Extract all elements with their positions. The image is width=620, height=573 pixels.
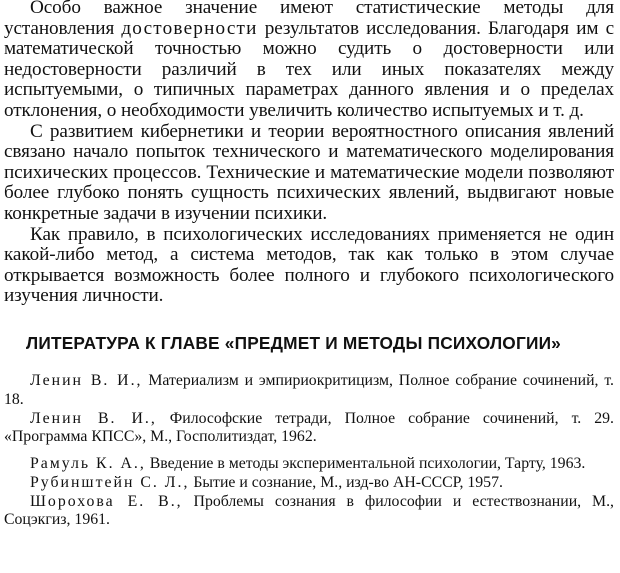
reference-text: Материализм и эмпириокритицизм, Полное собрание сочинений, т. 18. xyxy=(4,371,615,408)
reference-author: Ленин В. И., xyxy=(30,371,143,389)
reference-text: Проблемы сознания в философии и естествознании, М., Соцэкгиз, 1961. xyxy=(4,492,614,529)
reference-list xyxy=(4,372,614,530)
paragraph-statistical-methods xyxy=(4,0,614,122)
paragraph-text: С развитием кибернетики и теории вероятностного описания явлений связано начало попыток технического и математического моделирования психических процессов. Технические и математические модели позволяют более глубоко понять сущность психических явлений, выдвигают новые конкретные задачи в изучении психики. xyxy=(4,120,614,224)
literature-heading: ЛИТЕРАТУРА К ГЛАВЕ «ПРЕДМЕТ И МЕТОДЫ ПСИХОЛОГИИ» xyxy=(26,332,561,353)
emphasized-word: достоверности xyxy=(121,17,258,39)
paragraph-cybernetics xyxy=(4,122,614,225)
paragraph-text: Особо важное значение имеют статистические методы для установления xyxy=(4,0,614,39)
paragraph-system-of-methods xyxy=(4,225,614,307)
reference-text: Бытие и сознание, М., изд-во АН-СССР, 1957. xyxy=(189,473,503,491)
reference-item xyxy=(4,493,614,531)
paragraph-text: результатов исследования. Благодаря им с математической точностью можно судить о достоверности или недостоверности различий в тех или иных показателях между испытуемыми, о типичных параметрах данного явления и о пределах отклонения, о необходимости увеличить количество испытуемых и т. д. xyxy=(4,17,614,121)
reference-author: Рубинштейн С. Л., xyxy=(30,473,190,491)
reference-author: Ленин В. И., xyxy=(30,409,157,427)
reference-item xyxy=(4,372,614,410)
reference-item xyxy=(4,455,614,474)
reference-author: Шорохова Е. В., xyxy=(30,492,183,510)
reference-text: Философские тетради, Полное собрание сочинений, т. 29. «Программа КПСС», М., Госполитиздат, 1962. xyxy=(4,409,615,446)
reference-item xyxy=(4,474,614,493)
paragraph-text: Как правило, в психологических исследованиях применяется не один какой-либо метод, а система методов, так как только в этом случае открывается возможность более полного и глубокого психологического изучения личности. xyxy=(4,223,614,307)
reference-item xyxy=(4,410,614,448)
reference-author: Рамуль К. А., xyxy=(30,455,146,473)
reference-text: Введение в методы экспериментальной психологии, Тарту, 1963. xyxy=(145,455,586,473)
